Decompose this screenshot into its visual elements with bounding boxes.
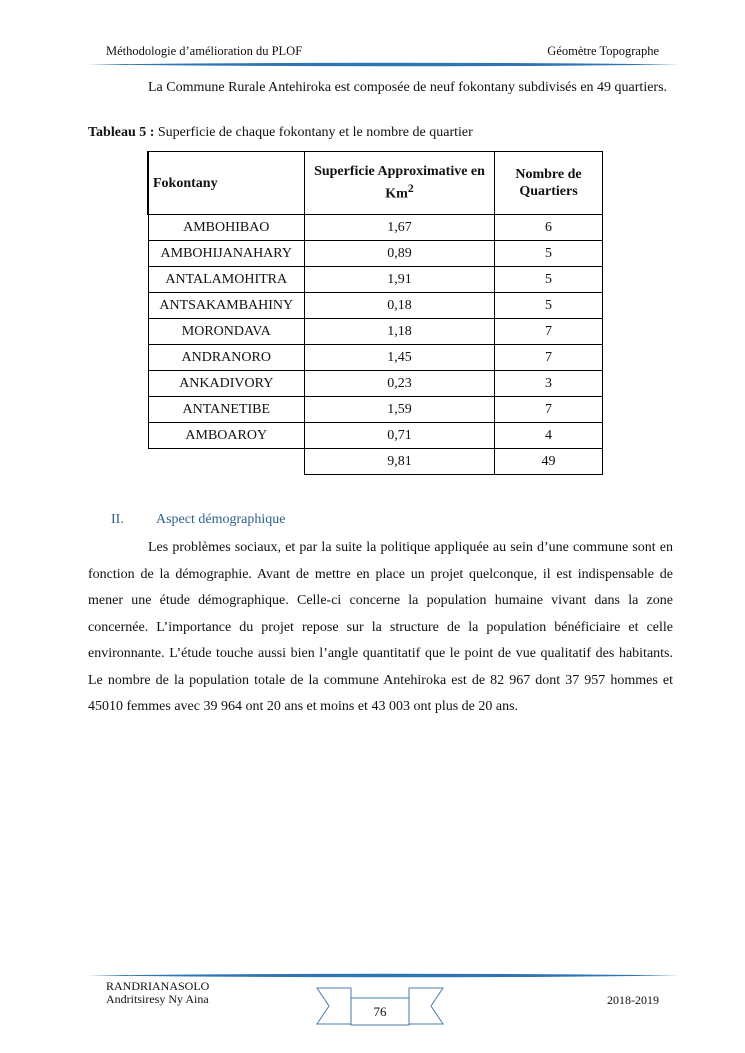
- header-nombre: Nombre de Quartiers: [495, 152, 603, 215]
- table-row: [148, 241, 603, 267]
- table-header-row: [148, 152, 603, 215]
- cell-area: 1,67: [305, 215, 495, 241]
- cell-count: 3: [495, 371, 603, 397]
- cell-area: 0,71: [305, 423, 495, 449]
- cell-fokontany: ANKADIVORY: [148, 371, 305, 397]
- header-superficie: Superficie Approximative en Km$^2$: [305, 152, 495, 215]
- table-row: [148, 371, 603, 397]
- fokontany-table: [147, 151, 603, 475]
- footer-year: 2018-2019: [607, 993, 659, 1007]
- cell-area: 1,91: [305, 267, 495, 293]
- table-row: [148, 423, 603, 449]
- cell-area: 0,23: [305, 371, 495, 397]
- cell-fokontany: AMBOAROY: [148, 423, 305, 449]
- cell-area: 1,45: [305, 345, 495, 371]
- page-number: 76: [373, 1004, 387, 1019]
- cell-count: 5: [495, 241, 603, 267]
- cell-fokontany: ANTANETIBE: [148, 397, 305, 423]
- cell-blank: [148, 449, 305, 475]
- cell-count: 7: [495, 397, 603, 423]
- footer-author: RANDRIANASOLO Andritsiresy Ny Aina: [106, 979, 210, 1006]
- cell-total-area: 9,81: [305, 449, 495, 475]
- cell-area: 0,18: [305, 293, 495, 319]
- cell-fokontany: ANTSAKAMBAHINY: [148, 293, 305, 319]
- cell-count: 7: [495, 319, 603, 345]
- cell-count: 7: [495, 345, 603, 371]
- header-subtitle: Géomètre Topographe: [547, 44, 659, 58]
- body-paragraph: Les problèmes sociaux, et par la suite la politique appliquée au sein d’une commune sont en fonction de la démographie. Avant de mettre en place un projet quelconque, il est indispensable de mener une étude démographique. Celle-ci concerne la population humaine vivant dans la zone concernée. L’importance du projet repose sur la structure de la population bénéficiaire et celle environnante. L’étude touche aussi bien l’angle quantitatif que le point de vue qualitatif des habitants. Le nombre de la population totale de la commune Antehiroka est de 82 967 dont 37 957 hommes et 45010 femmes avec 39 964 ont 20 ans et moins et 43 003 ont plus de 20 ans.: [88, 540, 673, 714]
- section-heading: II. Aspect démographique: [111, 512, 286, 527]
- table-row: [148, 345, 603, 371]
- cell-fokontany: AMBOHIBAO: [148, 215, 305, 241]
- cell-count: 6: [495, 215, 603, 241]
- cell-count: 4: [495, 423, 603, 449]
- header-fokontany: Fokontany: [148, 152, 305, 215]
- table-row: [148, 397, 603, 423]
- table-row: [148, 319, 603, 345]
- cell-count: 5: [495, 267, 603, 293]
- intro-paragraph: La Commune Rurale Antehiroka est composée de neuf fokontany subdivisés en 49 quartiers.: [148, 80, 668, 95]
- table-row: [148, 293, 603, 319]
- cell-total-count: 49: [495, 449, 603, 475]
- cell-count: 5: [495, 293, 603, 319]
- cell-area: 1,59: [305, 397, 495, 423]
- cell-fokontany: ANTALAMOHITRA: [148, 267, 305, 293]
- header-title: Méthodologie d’amélioration du PLOF: [106, 44, 303, 58]
- footer-rule: [88, 973, 680, 978]
- cell-fokontany: MORONDAVA: [148, 319, 305, 345]
- cell-fokontany: AMBOHIJANAHARY: [148, 241, 305, 267]
- header-rule: [88, 62, 680, 67]
- cell-area: 0,89: [305, 241, 495, 267]
- cell-fokontany: ANDRANORO: [148, 345, 305, 371]
- table-row: [148, 267, 603, 293]
- table-row: [148, 215, 603, 241]
- cell-area: 1,18: [305, 319, 495, 345]
- table-total-row: [148, 449, 603, 475]
- table-caption: Tableau 5 : Superficie de chaque fokontany et le nombre de quartier: [88, 125, 473, 140]
